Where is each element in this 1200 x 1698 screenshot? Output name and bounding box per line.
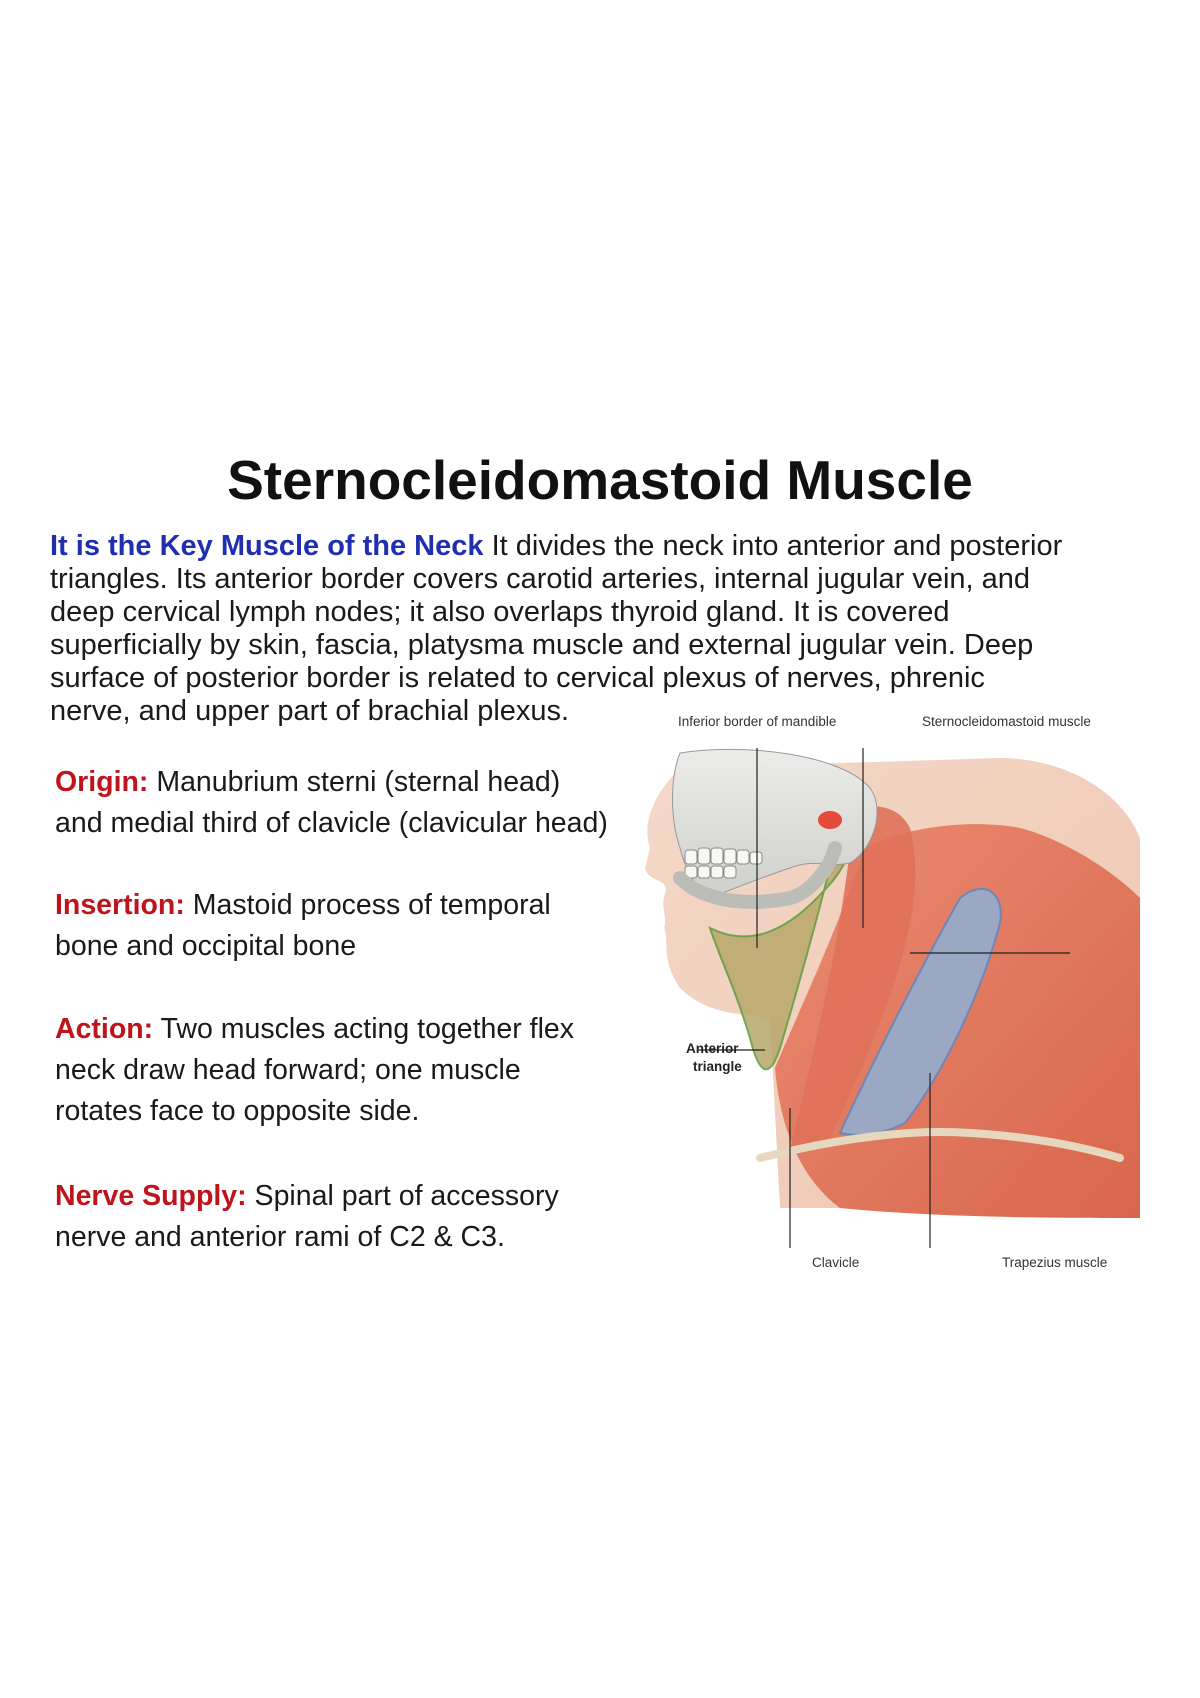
label-trapezius-muscle: Trapezius muscle (1002, 1255, 1108, 1270)
label-inferior-border-mandible: Inferior border of mandible (678, 714, 837, 729)
intro-line: surface of posterior border is related to cervical plexus of nerves, phrenic (50, 662, 985, 694)
intro-line: It divides the neck into anterior and posterior (483, 530, 1063, 562)
intro-paragraph (50, 530, 1160, 728)
origin-label: Origin: (55, 766, 149, 798)
origin-text: Manubrium sterni (sternal head) (148, 766, 561, 798)
insertion-label: Insertion: (55, 889, 185, 921)
action-text: neck draw head forward; one muscle (55, 1054, 521, 1086)
insertion-text: bone and occipital bone (55, 930, 357, 962)
label-clavicle: Clavicle (812, 1255, 860, 1270)
action-section (55, 1009, 675, 1132)
label-sternocleidomastoid-muscle: Sternocleidomastoid muscle (922, 714, 1091, 729)
intro-line: nerve, and upper part of brachial plexus. (50, 695, 570, 727)
insertion-text: Mastoid process of temporal (184, 889, 551, 921)
action-text: rotates face to opposite side. (55, 1095, 420, 1127)
nerve-supply-section (55, 1176, 675, 1258)
intro-line: superficially by skin, fascia, platysma muscle and external jugular vein. Deep (50, 629, 1034, 661)
page-title: Sternocleidomastoid Muscle (227, 449, 973, 511)
intro-line: deep cervical lymph nodes; it also overlaps thyroid gland. It is covered (50, 596, 950, 628)
insertion-section (55, 885, 675, 967)
label-anterior-triangle-2: triangle (693, 1059, 742, 1074)
key-phrase: It is the Key Muscle of the Neck (50, 530, 484, 562)
action-text: Two muscles acting together flex (153, 1013, 575, 1045)
intro-line: triangles. Its anterior border covers carotid arteries, internal jugular vein, and (50, 563, 1031, 595)
mastoid-marker (818, 811, 842, 829)
nerve-supply-text: nerve and anterior rami of C2 & C3. (55, 1221, 505, 1253)
label-anterior-triangle-1: Anterior (686, 1041, 739, 1056)
origin-text: and medial third of clavicle (clavicular head) (55, 807, 608, 839)
origin-section (55, 762, 675, 844)
neck-anatomy-illustration (640, 748, 1160, 1258)
action-label: Action: (55, 1013, 154, 1045)
nerve-supply-text: Spinal part of accessory (246, 1180, 559, 1212)
nerve-supply-label: Nerve Supply: (55, 1180, 247, 1212)
